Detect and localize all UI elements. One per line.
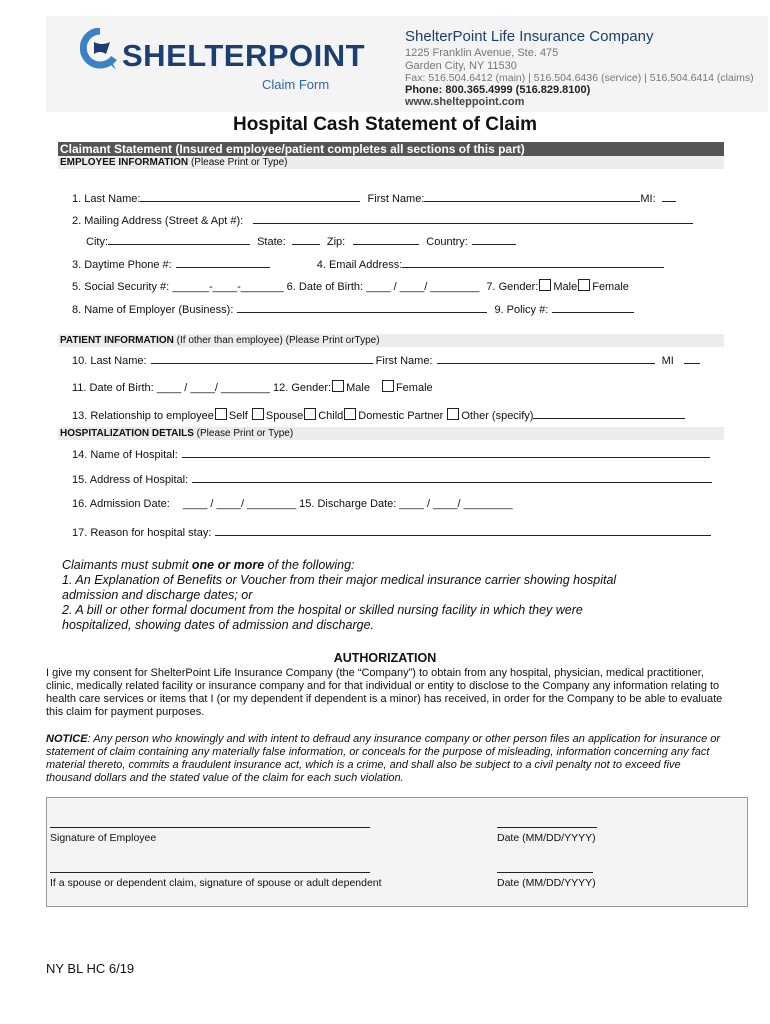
- employee-employer-row: 8. Name of Employer (Business): 9. Policy #:: [72, 301, 634, 316]
- patient-info-heading: PATIENT INFORMATION (If other than employee) (Please Print orType): [58, 334, 724, 347]
- employee-first-name-field[interactable]: [424, 190, 640, 202]
- employee-zip-field[interactable]: [353, 233, 419, 245]
- logo-subtitle: Claim Form: [262, 77, 330, 92]
- form-title: Hospital Cash Statement of Claim: [232, 114, 538, 135]
- company-phone: Phone: 800.365.4999 (516.829.8100): [405, 84, 591, 96]
- employee-last-name-row: 1. Last Name: First Name: MI:: [72, 190, 676, 205]
- patient-female-checkbox[interactable]: [382, 380, 394, 392]
- spouse-date-line[interactable]: [497, 872, 593, 873]
- employee-city-row: City: State: Zip: Country:: [86, 233, 516, 248]
- hospital-name-row: 14. Name of Hospital:: [72, 446, 710, 461]
- relationship-self-checkbox[interactable]: [215, 408, 227, 420]
- spouse-signature-line[interactable]: [50, 872, 370, 873]
- hospital-name-field[interactable]: [182, 446, 710, 458]
- employee-dob-field[interactable]: 6. Date of Birth: ____ / ____/ ________: [286, 281, 480, 293]
- employee-info-heading: EMPLOYEE INFORMATION (Please Print or Type): [58, 156, 724, 169]
- employee-female-checkbox[interactable]: [578, 279, 590, 291]
- employee-country-field[interactable]: [472, 233, 516, 245]
- employee-employer-field[interactable]: [237, 301, 487, 313]
- patient-first-name-field[interactable]: [437, 352, 655, 364]
- employee-phone-row: 3. Daytime Phone #: 4. Email Address:: [72, 256, 664, 271]
- employee-signature-line[interactable]: [50, 827, 370, 828]
- spouse-signature-label: If a spouse or dependent claim, signature of spouse or adult dependent: [50, 877, 382, 889]
- company-name: ShelterPoint Life Insurance Company: [405, 28, 654, 45]
- signature-box: [46, 797, 748, 907]
- company-address-2: Garden City, NY 11530: [405, 60, 517, 72]
- logo-wordmark: SHELTERPOINT: [122, 38, 366, 73]
- employee-mi-field[interactable]: [662, 190, 676, 202]
- employee-city-field[interactable]: [108, 233, 250, 245]
- relationship-spouse-checkbox[interactable]: [252, 408, 264, 420]
- employee-date-label: Date (MM/DD/YYYY): [497, 832, 596, 844]
- shelterpoint-logo-icon: [80, 28, 120, 74]
- relationship-other-field[interactable]: [533, 407, 685, 419]
- employee-email-field[interactable]: [402, 256, 664, 268]
- relationship-other-checkbox[interactable]: [447, 408, 459, 420]
- section-bar-claimant: Claimant Statement (Insured employee/patient completes all sections of this part): [58, 142, 724, 156]
- instruction-item-2: 2. A bill or other formal document from the hospital or skilled nursing facility in which they were hospitalized, showing dates of admission and discharge.: [62, 603, 583, 632]
- employee-ssn-row: 5. Social Security #: ______-____-_______ 6. Date of Birth: ____ / ____/ ________ 7. Gender: Male Female: [72, 281, 629, 293]
- company-website: www.sheltерpoint.com: [405, 96, 525, 108]
- hospital-address-field[interactable]: [192, 471, 712, 483]
- relationship-domestic-checkbox[interactable]: [344, 408, 356, 420]
- employee-ssn-field[interactable]: 5. Social Security #: ______-____-_______: [72, 281, 284, 293]
- patient-dob-row: 11. Date of Birth: ____ / ____/ ________ 12. Gender: Male Female: [72, 382, 433, 394]
- discharge-date-field[interactable]: ____ / ____/ ________: [399, 498, 513, 510]
- instruction-item-1: 1. An Explanation of Benefits or Voucher from their major medical insurance carrier showing hospital admission and discharge dates; or: [62, 573, 617, 602]
- employee-policy-field[interactable]: [552, 301, 634, 313]
- employee-last-name-field[interactable]: [140, 190, 360, 202]
- claim-instructions: Claimants must submit one or more of the following: 1. An Explanation of Benefits or Voucher from their major medical insurance carrier showing hospital admission and discharge dates; or 2. A bill or other formal document from the hospital or skilled nursing facility in which they were hospitalized, showing dates of admission and discharge.: [62, 558, 722, 633]
- employee-mailing-row: 2. Mailing Address (Street & Apt #):: [72, 212, 693, 227]
- patient-relationship-row: 13. Relationship to employee Self Spouse Child Domestic Partner Other (specify): [72, 407, 685, 422]
- employee-date-line[interactable]: [497, 827, 597, 828]
- hospital-dates-row: 16. Admission Date: ____ / ____/ ________ 15. Discharge Date: ____ / ____/ ________: [72, 498, 513, 510]
- form-code: NY BL HC 6/19: [46, 961, 135, 976]
- patient-last-name-row: 10. Last Name: First Name: MI: [72, 352, 700, 367]
- employee-phone-field[interactable]: [176, 256, 270, 268]
- authorization-text: I give my consent for ShelterPoint Life Insurance Company (the “Company”) to obtain from any hospital, physician, medical practitioner, clinic, medically related facility or insurance company and for that individual or entity to disclose to the Company any information relating to health care services or items that I (or my dependent if dependent is a minor) has received, in order for the Company to be able to evaluate this claim for payment purposes.: [46, 667, 723, 718]
- authorization-title: AUTHORIZATION: [333, 651, 437, 665]
- company-fax: Fax: 516.504.6412 (main) | 516.504.6436 (service) | 516.504.6414 (claims): [405, 72, 754, 84]
- relationship-child-checkbox[interactable]: [304, 408, 316, 420]
- hospital-address-row: 15. Address of Hospital:: [72, 471, 712, 486]
- hospital-info-heading: HOSPITALIZATION DETAILS (Please Print or Type): [58, 427, 724, 440]
- spouse-date-label: Date (MM/DD/YYYY): [497, 877, 596, 889]
- company-address-1: 1225 Franklin Avenue, Ste. 475: [405, 47, 559, 59]
- hospital-reason-field[interactable]: [215, 524, 711, 536]
- patient-mi-field[interactable]: [684, 352, 700, 364]
- patient-dob-field[interactable]: 11. Date of Birth: ____ / ____/ ________: [72, 382, 270, 394]
- fraud-notice: NOTICE: Any person who knowingly and with intent to defraud any insurance company or other person files an application for insurance or statement of claim containing any materially false information, or conceals for the purpose of misleading, information concerning any fact material thereto, commits a fraudulent insurance act, which is a crime, and shall also be subject to a civil penalty not to exceed five thousand dollars and the stated value of the claim for each such violation.: [46, 733, 721, 784]
- hospital-reason-row: 17. Reason for hospital stay:: [72, 524, 711, 539]
- employee-mailing-field[interactable]: [253, 212, 693, 224]
- patient-male-checkbox[interactable]: [332, 380, 344, 392]
- admission-date-field[interactable]: ____ / ____/ ________: [182, 498, 297, 510]
- employee-signature-label: Signature of Employee: [50, 832, 157, 844]
- employee-state-field[interactable]: [292, 233, 320, 245]
- patient-last-name-field[interactable]: [151, 352, 373, 364]
- employee-male-checkbox[interactable]: [539, 279, 551, 291]
